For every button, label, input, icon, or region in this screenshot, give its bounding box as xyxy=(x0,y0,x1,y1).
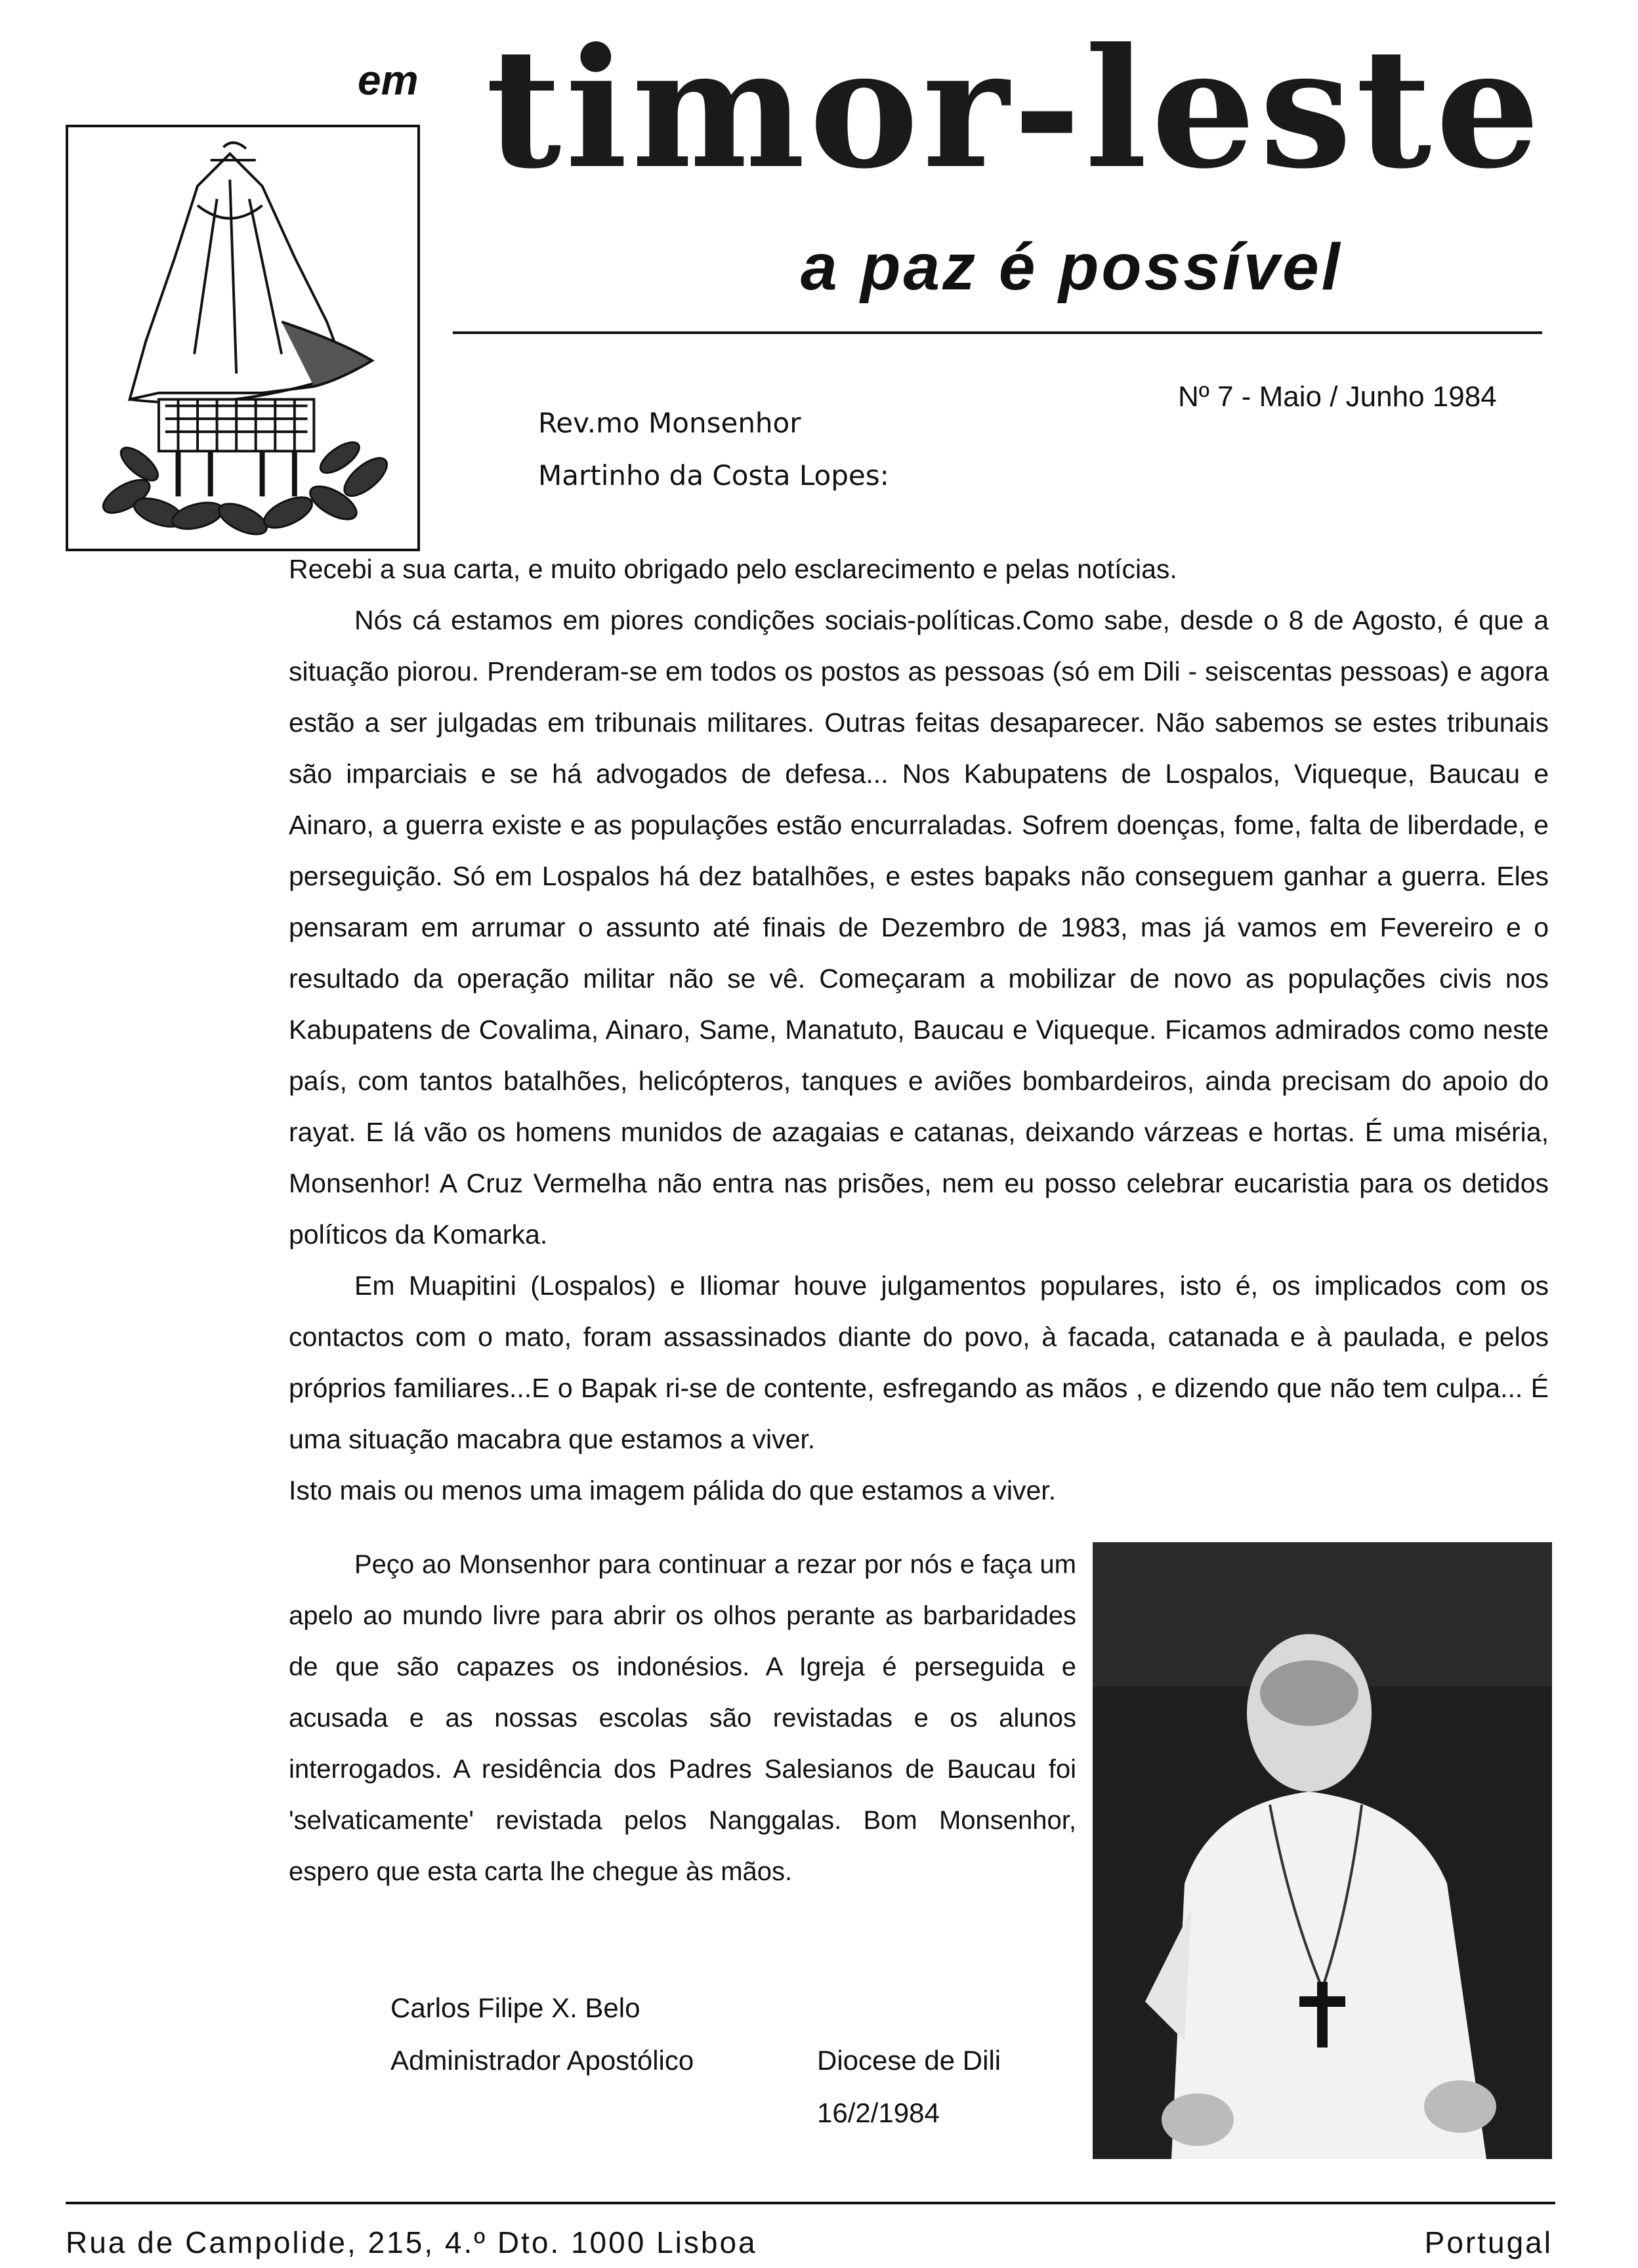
signature-place: Diocese de Dili xyxy=(817,2045,1001,2076)
signature-date: 16/2/1984 xyxy=(817,2097,940,2128)
masthead-title: timor-leste xyxy=(486,12,1544,205)
footer-divider xyxy=(66,2202,1555,2204)
bishop-portrait-photo xyxy=(1093,1542,1552,2159)
letter-paragraph: Em Muapitini (Lospalos) e Iliomar houve julgamentos populares, isto é, os implicados com os contactos com o mato, foram assassinados diante do povo, à facada, catanada e à paulada, e pelos próprios familiares...E o Bapak ri-se de contente, esfregando as mãos , e dizendo que não tem culpa... É uma situação macabra que estamos a viver. xyxy=(289,1270,1549,1454)
addressee-name: Martinho da Costa Lopes: xyxy=(538,459,889,492)
place-date-block xyxy=(817,2034,1001,2139)
header-divider xyxy=(453,331,1542,334)
issue-number: Nº 7 - Maio / Junho 1984 xyxy=(1178,381,1497,413)
letter-paragraph: Recebi a sua carta, e muito obrigado pelo esclarecimento e pelas notícias. xyxy=(289,554,1177,584)
letter-paragraph: Isto mais ou menos uma imagem pálida do que estamos a viver. xyxy=(289,1475,1057,1505)
portrait-image-icon xyxy=(1093,1542,1552,2159)
footer-country: Portugal xyxy=(1424,2225,1553,2259)
footer-address: Rua de Campolide, 215, 4.º Dto. 1000 Lisboa xyxy=(66,2225,757,2259)
masthead-pre-title: em xyxy=(358,56,419,104)
letter-closing-paragraph xyxy=(289,1539,1076,1897)
addressee-title: Rev.mo Monsenhor xyxy=(538,407,801,439)
letter-body xyxy=(289,543,1549,1516)
signature-block xyxy=(390,1982,694,2087)
addressee xyxy=(538,397,889,502)
letter-paragraph: Peço ao Monsenhor para continuar a rezar por nós e faça um apelo ao mundo livre para abrir os olhos perante as barbaridades de que são capazes os indonésios. A Igreja é perseguida e acusada e as nossas escolas são revistadas e os alunos interrogados. A residência dos Padres Salesianos de Baucau foi 'selvaticamente' revistada pelos Nanggalas. Bom Monsenhor, espero que esta carta lhe chegue às mãos. xyxy=(289,1550,1076,1886)
signer-name: Carlos Filipe X. Belo xyxy=(390,1992,640,2023)
house-drawing-icon xyxy=(68,127,417,549)
traditional-house-illustration xyxy=(66,125,420,551)
masthead-subtitle: a paz é possível xyxy=(801,230,1343,304)
signer-role: Administrador Apostólico xyxy=(390,2045,694,2076)
letter-paragraph: Nós cá estamos em piores condições sociais-políticas.Como sabe, desde o 8 de Agosto, é que a situação piorou. Prenderam-se em todos os postos as pessoas (só em Dili - seiscentas pessoas) e agora estão a ser julgadas em tribunais militares. Outras feitas desaparecer. Não sabemos se estes tribunais são imparciais e se há advogados de defesa... Nos Kabupatens de Lospalos, Viqueque, Baucau e Ainaro, a guerra existe e as populações estão encurraladas. Sofrem doenças, fome, falta de liberdade, e perseguição. Só em Lospalos há dez batalhões, e estes bapaks não conseguem ganhar a guerra. Eles pensaram em arrumar o assunto até finais de Dezembro de 1983, mas já vamos em Fevereiro e o resultado da operação militar não se vê. Começaram a mobilizar de novo as populações civis nos Kabupatens de Covalima, Ainaro, Same, Manatuto, Baucau e Viqueque. Ficamos admirados como neste país, com tantos batalhões, helicópteros, tanques e aviões bombardeiros, ainda precisam do apoio do rayat. E lá vão os homens munidos de azagaias e catanas, deixando várzeas e hortas. É uma miséria, Monsenhor! A Cruz Vermelha não entra nas prisões, nem eu posso celebrar eucaristia para os detidos políticos da Komarka. xyxy=(289,605,1549,1250)
